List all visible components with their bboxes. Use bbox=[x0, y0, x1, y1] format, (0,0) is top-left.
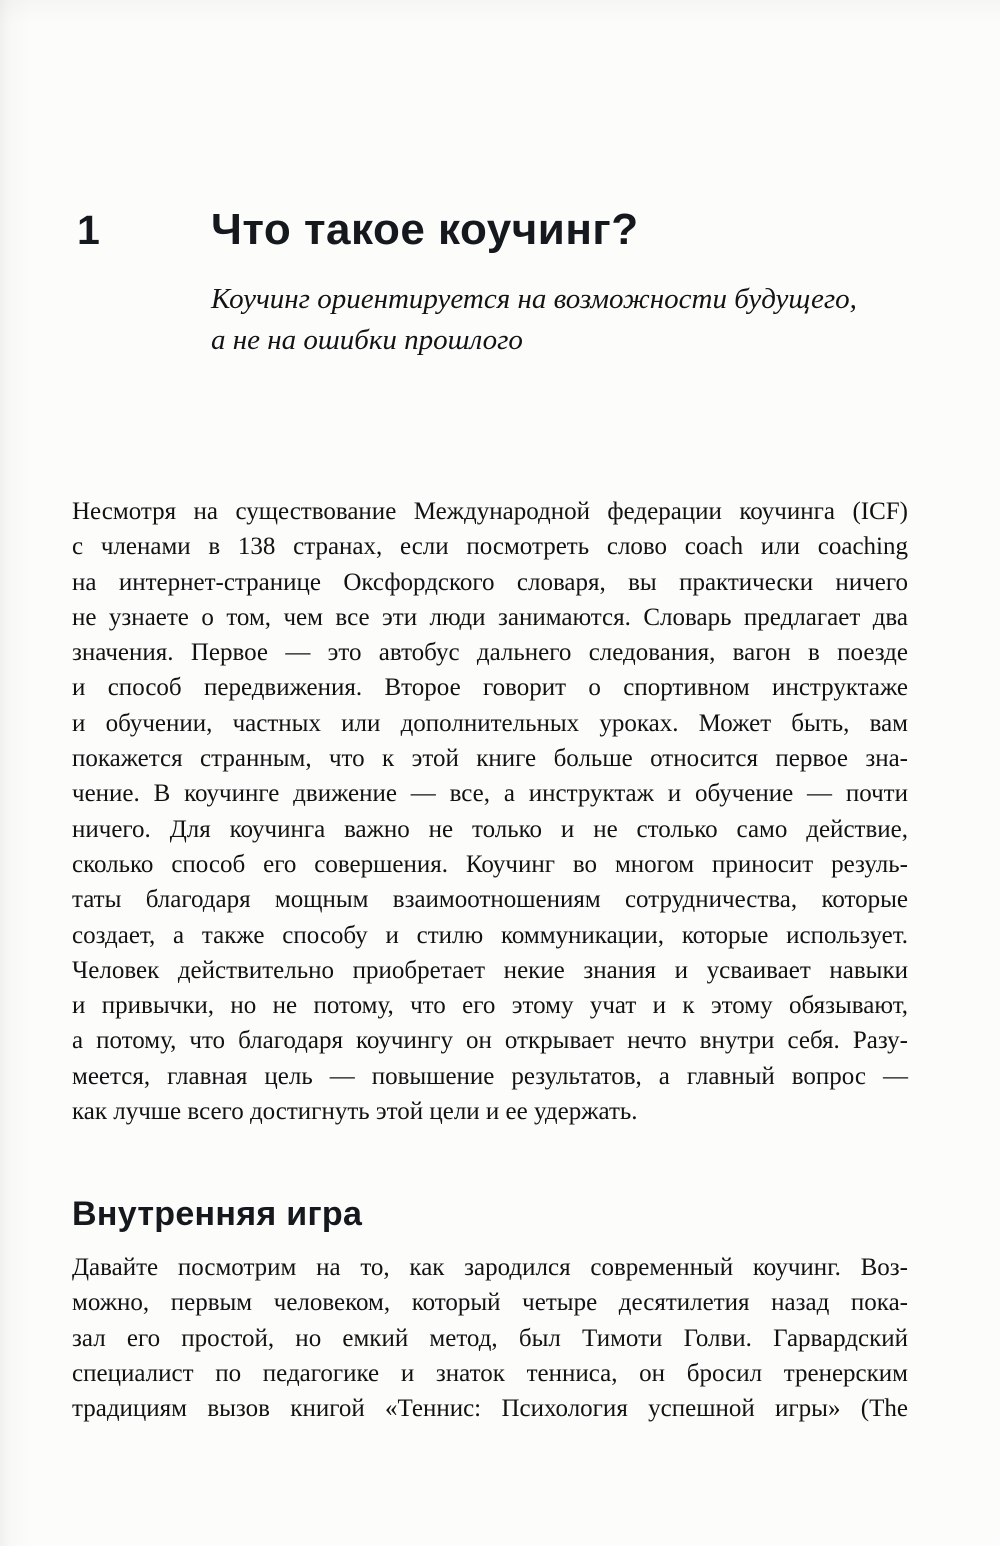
text-line: и привычки, но не потому, что его этому учат и к этому обязывают, bbox=[72, 992, 908, 1020]
text-line: не узнаете о том, чем все эти люди занимаются. Словарь предлагает два bbox=[72, 603, 908, 631]
text-line: специалист по педагогике и знаток тенниса, он бросил тренерским bbox=[72, 1359, 908, 1387]
chapter-title: Что такое коучинг? bbox=[211, 205, 639, 254]
text-line: значения. Первое — это автобус дальнего следования, вагон в поезде bbox=[72, 639, 908, 667]
inner-game-paragraph bbox=[72, 1250, 908, 1426]
text-line: Давайте посмотрим на то, как зародился современный коучинг. Воз- bbox=[72, 1254, 908, 1281]
text-line: создает, а также способу и стилю коммуникации, которые использует. bbox=[72, 921, 908, 949]
text-line: на интернет-странице Оксфордского словаря, вы практически ничего bbox=[72, 568, 908, 596]
text-line: ничего. Для коучинга важно не только и не столько само действие, bbox=[72, 815, 908, 843]
text-line: Несмотря на существование Международной федерации коучинга (ICF) bbox=[72, 498, 908, 525]
epigraph-line: а не на ошибки прошлого bbox=[211, 324, 523, 356]
epigraph-line: Коучинг ориентируется на возможности будущего, bbox=[211, 283, 857, 315]
text-line: и обучении, частных или дополнительных уроках. Может быть, вам bbox=[72, 709, 908, 737]
text-line: таты благодаря мощным взаимоотношениям сотрудничества, которые bbox=[72, 886, 908, 914]
text-line: традициям вызов книгой «Теннис: Психология успешной игры» (The bbox=[72, 1395, 908, 1423]
text-line: сколько способ его совершения. Коучинг во многом приносит резуль- bbox=[72, 850, 908, 878]
text-line: а потому, что благодаря коучингу он открывает нечто внутри себя. Разу- bbox=[72, 1027, 908, 1055]
text-line: Человек действительно приобретает некие знания и усваивает навыки bbox=[72, 956, 908, 984]
section-heading: Внутренняя игра bbox=[72, 1195, 363, 1233]
text-line: как лучше всего достигнуть этой цели и ее удержать. bbox=[72, 1098, 638, 1126]
text-line: и способ передвижения. Второе говорит о спортивном инструктаже bbox=[72, 674, 908, 702]
chapter-number: 1 bbox=[77, 207, 100, 253]
text-line: меется, главная цель — повышение результатов, а главный вопрос — bbox=[72, 1062, 908, 1090]
text-line: покажется странным, что к этой книге больше относится первое зна- bbox=[72, 745, 908, 773]
text-line: можно, первым человеком, который четыре десятилетия назад пока- bbox=[72, 1289, 908, 1317]
text-line: с членами в 138 странах, если посмотреть слово coach или coaching bbox=[72, 533, 908, 561]
text-line: зал его простой, но емкий метод, был Тимоти Голви. Гарвардский bbox=[72, 1324, 908, 1352]
chapter-epigraph bbox=[211, 279, 911, 361]
text-line: чение. В коучинге движение — все, а инструктаж и обучение — почти bbox=[72, 780, 908, 808]
intro-paragraph bbox=[72, 494, 908, 1129]
